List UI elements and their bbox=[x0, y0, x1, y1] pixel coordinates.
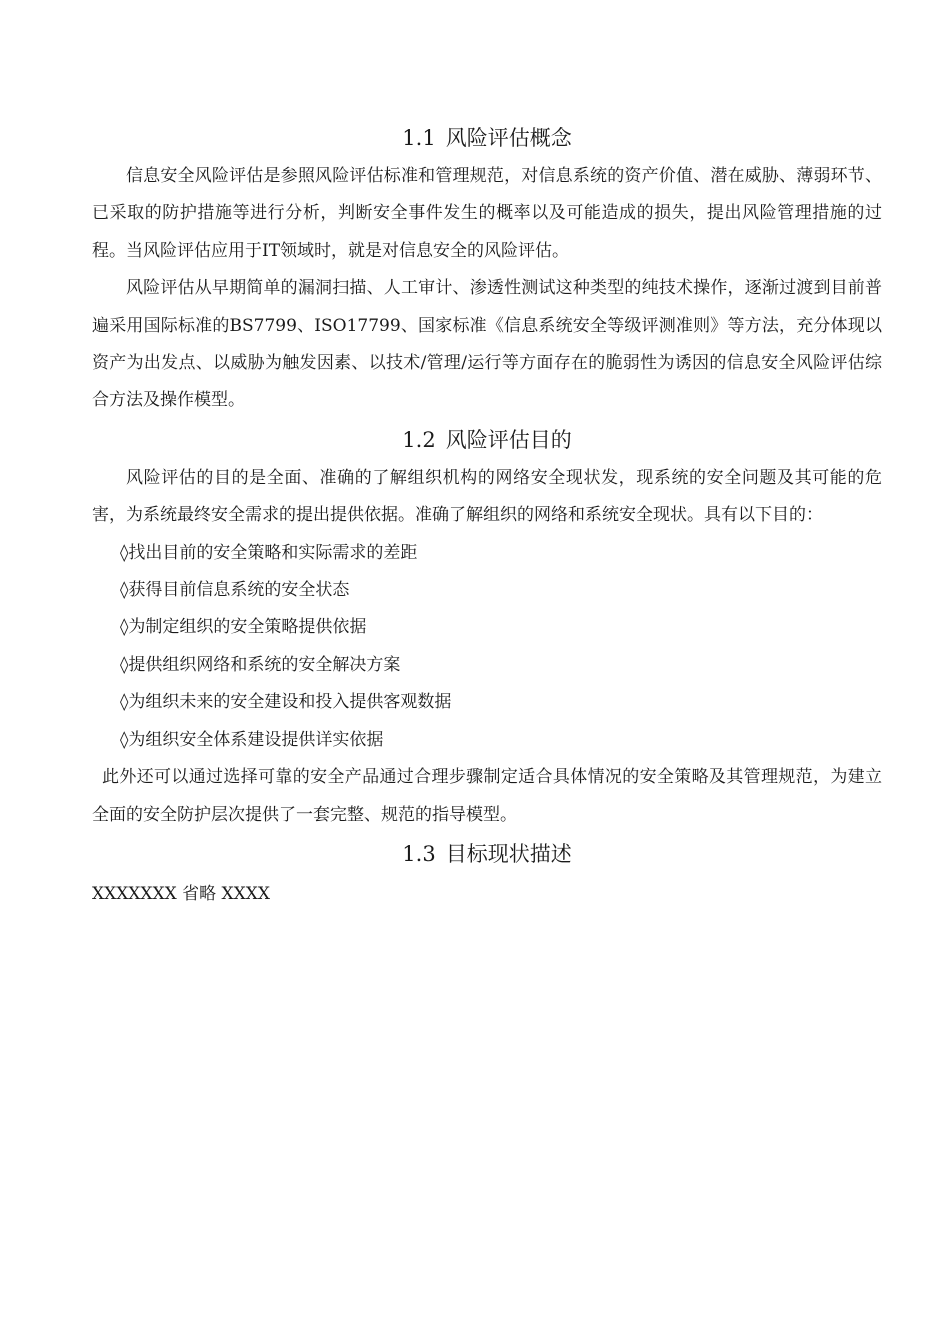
section-heading-1-2 bbox=[92, 420, 882, 460]
section-heading-1-3 bbox=[92, 834, 882, 874]
section-title-text: 目标现状描述 bbox=[445, 841, 572, 866]
placeholder-text: XXXXXXX 省略 XXXX bbox=[92, 883, 270, 904]
section-heading-1-1 bbox=[92, 118, 882, 158]
section-number: 1.2 bbox=[402, 427, 436, 452]
list-item: ◊为制定组织的安全策略提供依据 bbox=[120, 617, 367, 638]
paragraph: 风险评估的目的是全面、准确的了解组织机构的网络安全现状发，现系统的安全问题及其可能的危害，为系统最终安全需求的提出提供依据。准确了解组织的网络和系统安全现状。具有以下目的： bbox=[92, 467, 882, 526]
section-number: 1.1 bbox=[402, 126, 436, 150]
section-number: 1.3 bbox=[402, 841, 436, 866]
purpose-list bbox=[92, 535, 882, 759]
paragraph: 信息安全风险评估是参照风险评估标准和管理规范，对信息系统的资产价值、潜在威胁、薄弱环节、已采取的防护措施等进行分析，判断安全事件发生的概率以及可能造成的损失，提出风险管理措施的过程。当风险评估应用于IT领域时，就是对信息安全的风险评估。 bbox=[92, 166, 882, 261]
list-item: ◊获得目前信息系统的安全状态 bbox=[120, 580, 350, 601]
document-page bbox=[92, 118, 882, 914]
list-item: ◊提供组织网络和系统的安全解决方案 bbox=[120, 654, 401, 675]
list-item: ◊找出目前的安全策略和实际需求的差距 bbox=[120, 542, 418, 563]
paragraph: 风险评估从早期简单的漏洞扫描、人工审计、渗透性测试这种类型的纯技术操作，逐渐过渡到目前普遍采用国际标准的BS7799、ISO17799、国家标准《信息系统安全等级评测准则》等方法，充分体现以资产为出发点、以威胁为触发因素、以技术/管理/运行等方面存在的脆弱性为诱因的信息安全风险评估综合方法及操作模型。 bbox=[92, 278, 882, 411]
section-title-text: 风险评估目的 bbox=[445, 427, 572, 452]
paragraph: 此外还可以通过选择可靠的安全产品通过合理步骤制定适合具体情况的安全策略及其管理规范，为建立全面的安全防护层次提供了一套完整、规范的指导模型。 bbox=[92, 767, 882, 825]
section-title-text: 风险评估概念 bbox=[445, 126, 572, 150]
list-item: ◊为组织安全体系建设提供详实依据 bbox=[120, 729, 384, 750]
list-item: ◊为组织未来的安全建设和投入提供客观数据 bbox=[120, 692, 452, 713]
